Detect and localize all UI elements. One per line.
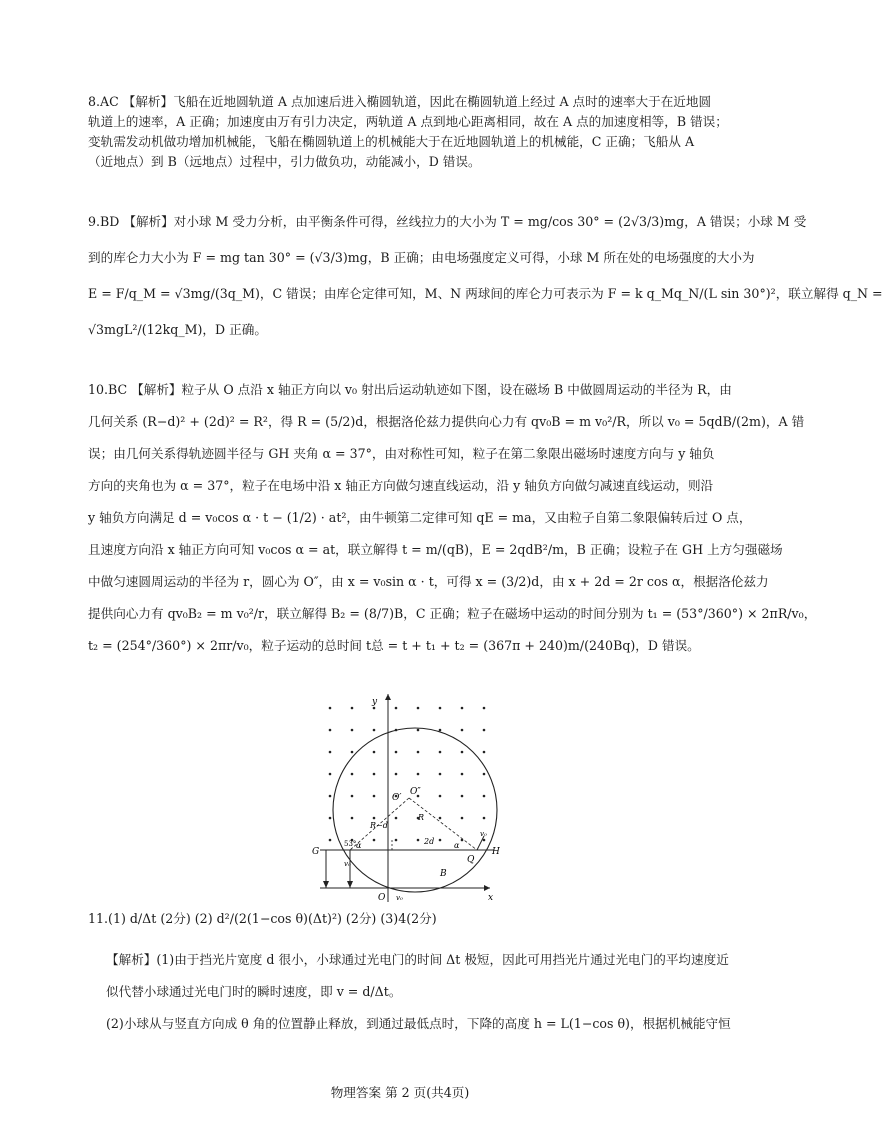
field-dot — [395, 839, 398, 842]
label-v0-right: v₀ — [480, 830, 487, 838]
field-dot — [395, 817, 398, 820]
text-line: (2)小球从与竖直方向成 θ 角的位置静止释放，到通过最低点时，下降的高度 h = L(1−cos θ)，根据机械能守恒 — [106, 1016, 731, 1031]
field-dot — [439, 839, 442, 842]
text-line: E = F/q_M = √3mg/(3q_M)，C 错误；由库仑定律可知，M、N 两球间的库仑力可表示为 F = k q_Mq_N/(L sin 30°)²，联立解得 q_N = — [88, 286, 883, 301]
field-dot — [439, 773, 442, 776]
page-footer: 物理答案 第 2 页(共4页) — [330, 1085, 470, 1100]
velocity-arrow — [477, 836, 484, 850]
radius-r-line — [409, 798, 477, 850]
field-dot — [417, 839, 420, 842]
trajectory-circle — [333, 728, 497, 892]
field-dot — [373, 773, 376, 776]
field-dot — [329, 707, 332, 710]
field-arrow-1 — [323, 881, 329, 888]
field-dot — [329, 751, 332, 754]
field-dot — [417, 707, 420, 710]
label-alpha-left: α — [356, 841, 362, 850]
field-dot — [439, 795, 442, 798]
field-dot — [373, 817, 376, 820]
text-line: 且速度方向沿 x 轴正方向可知 v₀cos α = at，联立解得 t = m/(qB)，E = 2qdB²/m，B 正确；设粒子在 GH 上方匀强磁场 — [88, 542, 783, 557]
text-line: 9.BD 【解析】对小球 M 受力分析，由平衡条件可得，丝线拉力的大小为 T = mg/cos 30° = (2√3/3)mg，A 错误；小球 M 受 — [88, 214, 807, 229]
text-line: √3mgL²/(12kq_M)，D 正确。 — [88, 322, 267, 337]
field-dot — [439, 707, 442, 710]
text-line: 变轨需发动机做功增加机械能，飞船在椭圆轨道上的机械能大于在近地圆轨道上的机械能，C 正确；飞船从 A — [88, 134, 695, 149]
field-dot — [373, 729, 376, 732]
field-dot — [461, 751, 464, 754]
field-dot — [417, 751, 420, 754]
text-line: y 轴负方向满足 d = v₀cos α · t − (1/2) · at²，由牛顿第二定律可知 qE = ma，又由粒子自第二象限偏转后过 O 点， — [88, 510, 752, 525]
text-line: 误；由几何关系得轨迹圆半径与 GH 夹角 α = 37°，由对称性可知，粒子在第二象限出磁场时速度方向与 y 轴负 — [88, 446, 715, 461]
field-dot — [461, 795, 464, 798]
label-q: Q — [467, 855, 475, 865]
text-line: 似代替小球通过光电门时的瞬时速度，即 v = d/Δt。 — [106, 984, 402, 999]
q11-answer — [88, 904, 718, 934]
label-h: H — [492, 847, 500, 857]
label-g: G — [312, 847, 320, 857]
text-line: 中做匀速圆周运动的半径为 r，圆心为 O″，由 x = v₀sin α · t，可得 x = (3/2)d，由 x + 2d = 2r cos α，根据洛伦兹力 — [88, 574, 769, 589]
field-dot — [329, 795, 332, 798]
field-dot — [351, 795, 354, 798]
field-dot — [351, 773, 354, 776]
field-dot — [395, 773, 398, 776]
label-o: O — [378, 893, 386, 903]
field-dot — [395, 707, 398, 710]
field-dot — [439, 751, 442, 754]
magnetic-field-dots — [329, 707, 486, 842]
text-line: 8.AC 【解析】飞船在近地圆轨道 A 点加速后进入椭圆轨道，因此在椭圆轨道上经过 A 点时的速率大于在近地圆 — [88, 94, 712, 109]
field-dot — [483, 795, 486, 798]
field-dot — [329, 839, 332, 842]
field-arrow-2 — [347, 881, 353, 888]
text-line: 几何关系 (R−d)² + (2d)² = R²，得 R = (5/2)d，根据洛伦兹力提供向心力有 qv₀B = m v₀²/R，所以 v₀ = 5qdB/(2m)，A 错 — [88, 414, 805, 429]
field-dot — [483, 729, 486, 732]
field-dot — [373, 839, 376, 842]
field-dot — [439, 729, 442, 732]
field-dot — [395, 751, 398, 754]
q10-explanation — [88, 374, 817, 662]
field-dot — [483, 839, 486, 842]
field-dot — [351, 751, 354, 754]
text-line: 10.BC 【解析】粒子从 O 点沿 x 轴正方向以 v₀ 射出后运动轨迹如下图，设在磁场 B 中做圆周运动的半径为 R，由 — [88, 382, 732, 397]
label-o-double-prime: O″ — [410, 787, 421, 797]
text-line: 轨道上的速率，A 正确；加速度由万有引力决定，两轨道 A 点到地心距离相同，故在 A 点的加速度相等，B 错误； — [88, 114, 728, 129]
y-axis-arrow — [385, 694, 391, 700]
field-dot — [351, 729, 354, 732]
field-dot — [373, 751, 376, 754]
q11-explanation — [88, 944, 731, 1040]
text-line: 方向的夹角也为 α = 37°，粒子在电场中沿 x 轴正方向做匀速直线运动，沿 y 轴负方向做匀减速直线运动，则沿 — [88, 478, 714, 493]
trajectory-diagram — [312, 690, 502, 905]
field-dot — [461, 773, 464, 776]
label-x: x — [488, 893, 494, 903]
field-dot — [329, 773, 332, 776]
field-dot — [461, 707, 464, 710]
field-dot — [461, 729, 464, 732]
field-dot — [483, 773, 486, 776]
q8-explanation — [88, 92, 728, 172]
text-line: 提供向心力有 qv₀B₂ = m v₀²/r，联立解得 B₂ = (8/7)B，C 正确；粒子在磁场中运动的时间分别为 t₁ = (53°/360°) × 2πR/v₀， — [88, 606, 817, 621]
label-alpha-right: α — [454, 841, 460, 850]
text-line: （近地点）到 B（远地点）过程中，引力做负功，动能减小，D 错误。 — [88, 154, 481, 169]
label-b: B — [440, 869, 447, 879]
label-2d: 2d — [424, 837, 435, 846]
label-v0-left: v₀ — [344, 860, 351, 868]
field-dot — [373, 795, 376, 798]
text-line: 到的库仑力大小为 F = mg tan 30° = (√3/3)mg，B 正确；由电场强度定义可得，小球 M 所在处的电场强度的大小为 — [88, 250, 755, 265]
label-y: y — [372, 697, 378, 707]
q9-explanation — [88, 204, 883, 348]
answer-line: 11.(1) d/Δt (2分) (2) d²/(2(1−cos θ)(Δt)²) (2分) (3)4(2分) — [88, 911, 437, 926]
field-dot — [417, 773, 420, 776]
field-dot — [351, 817, 354, 820]
x-axis-arrow — [484, 885, 490, 891]
field-dot — [351, 707, 354, 710]
label-o-prime: O′ — [392, 793, 402, 803]
field-dot — [417, 729, 420, 732]
field-dot — [439, 817, 442, 820]
field-dot — [329, 817, 332, 820]
field-dot — [461, 817, 464, 820]
field-dot — [373, 707, 376, 710]
label-r-minus-d: R−d — [370, 821, 388, 830]
field-dot — [483, 707, 486, 710]
label-53-degree: 53° — [344, 840, 357, 848]
label-r: R — [418, 813, 425, 822]
field-dot — [329, 729, 332, 732]
field-dot — [483, 751, 486, 754]
text-line: t₂ = (254°/360°) × 2πr/v₀，粒子运动的总时间 t总 = t + t₁ + t₂ = (367π + 240)m/(240Bq)，D 错误。 — [88, 638, 700, 653]
label-v0-origin: v₀ — [396, 894, 403, 902]
text-line: 【解析】(1)由于挡光片宽度 d 很小，小球通过光电门的时间 Δt 极短，因此可用挡光片通过光电门的平均速度近 — [106, 952, 729, 967]
field-dot — [483, 817, 486, 820]
